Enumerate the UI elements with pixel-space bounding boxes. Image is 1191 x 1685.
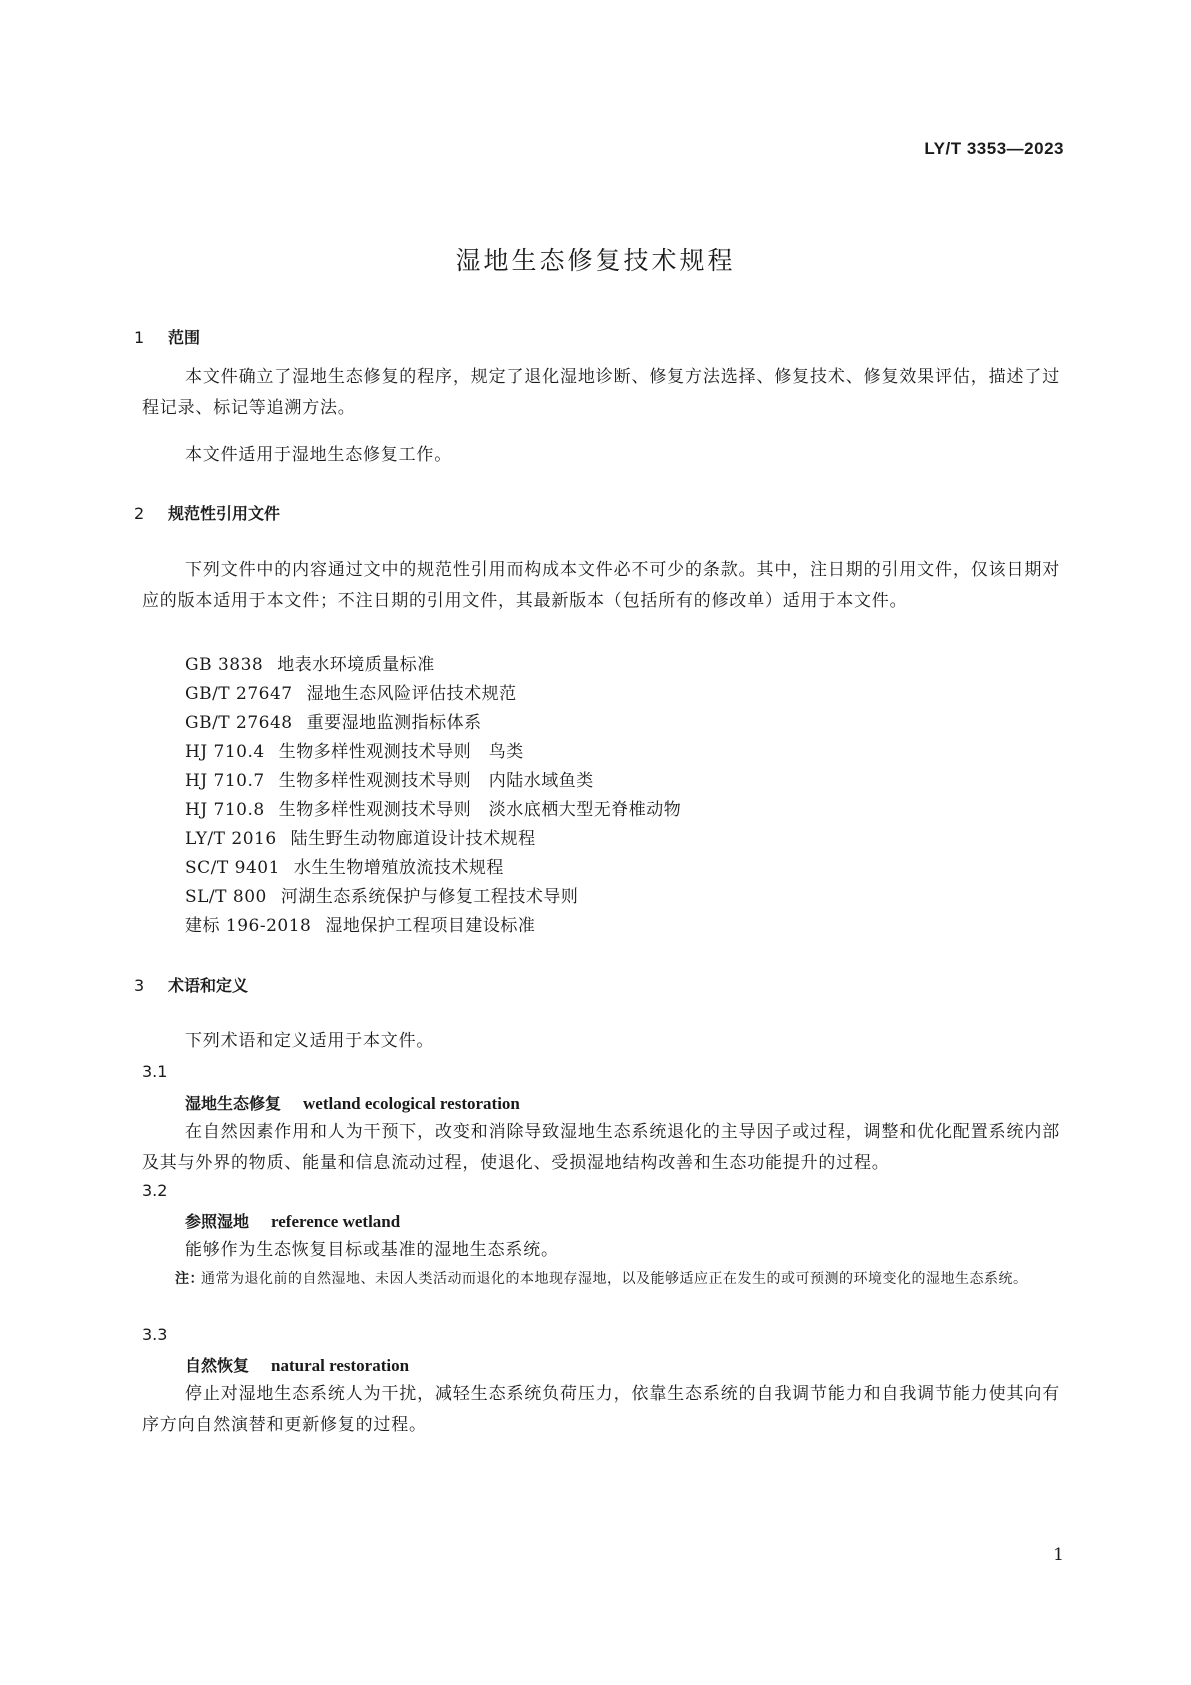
reference-item: 建标 196-2018 湿地保护工程项目建设标准 xyxy=(185,916,536,936)
term-heading xyxy=(185,1091,520,1114)
section-number: 2 xyxy=(134,504,145,523)
term-heading xyxy=(185,1353,409,1376)
reference-item: SL/T 800 河湖生态系统保护与修复工程技术导则 xyxy=(185,887,579,907)
term-en: reference wetland xyxy=(271,1212,401,1231)
term-definition: 能够作为生态恢复目标或基准的湿地生态系统。 xyxy=(185,1240,559,1260)
reference-item: GB/T 27648 重要湿地监测指标体系 xyxy=(185,713,482,733)
section-heading-1 xyxy=(134,325,200,348)
reference-item: GB 3838 地表水环境质量标准 xyxy=(185,655,435,675)
paragraph: 下列术语和定义适用于本文件。 xyxy=(185,1031,435,1051)
standard-code: LY/T 3353—2023 xyxy=(924,139,1064,158)
reference-item: GB/T 27647 湿地生态风险评估技术规范 xyxy=(185,684,517,704)
reference-item: HJ 710.7 生物多样性观测技术导则 内陆水域鱼类 xyxy=(185,771,594,791)
term-en: wetland ecological restoration xyxy=(303,1094,520,1113)
term-note xyxy=(175,1264,1060,1295)
term-number: 3.3 xyxy=(142,1325,168,1344)
section-number: 1 xyxy=(134,328,145,347)
section-title: 范围 xyxy=(168,328,201,347)
section-heading-2 xyxy=(134,501,280,524)
term-number: 3.1 xyxy=(142,1062,168,1081)
term-number: 3.2 xyxy=(142,1181,168,1200)
paragraph: 本文件适用于湿地生态修复工作。 xyxy=(185,445,452,465)
reference-item: HJ 710.8 生物多样性观测技术导则 淡水底栖大型无脊椎动物 xyxy=(185,800,682,820)
term-zh: 自然恢复 xyxy=(185,1356,250,1375)
note-text: 通常为退化前的自然湿地、未因人类活动而退化的本地现存湿地，以及能够适应正在发生的或可预测的环境变化的湿地生态系统。 xyxy=(201,1271,1028,1287)
term-definition: 在自然因素作用和人为干预下，改变和消除导致湿地生态系统退化的主导因子或过程，调整和优化配置系统内部及其与外界的物质、能量和信息流动过程，使退化、受损湿地结构改善和生态功能提升的过程。 xyxy=(142,1122,1060,1173)
term-heading xyxy=(185,1209,400,1232)
section-number: 3 xyxy=(134,976,145,995)
section-title: 规范性引用文件 xyxy=(168,504,281,523)
reference-item: LY/T 2016 陆生野生动物廊道设计技术规程 xyxy=(185,829,536,849)
reference-item: SC/T 9401 水生生物增殖放流技术规程 xyxy=(185,858,504,878)
note-label: 注： xyxy=(175,1271,204,1287)
paragraph: 下列文件中的内容通过文中的规范性引用而构成本文件必不可少的条款。其中，注日期的引用文件，仅该日期对应的版本适用于本文件；不注日期的引用文件，其最新版本（包括所有的修改单）适用于本文件。 xyxy=(142,560,1060,611)
term-zh: 湿地生态修复 xyxy=(185,1094,282,1113)
term-zh: 参照湿地 xyxy=(185,1212,250,1231)
paragraph: 本文件确立了湿地生态修复的程序，规定了退化湿地诊断、修复方法选择、修复技术、修复效果评估，描述了过程记录、标记等追溯方法。 xyxy=(142,367,1060,418)
section-title: 术语和定义 xyxy=(168,976,249,995)
document-title: 湿地生态修复技术规程 xyxy=(455,246,736,275)
page-number: 1 xyxy=(1053,1545,1064,1565)
term-definition: 停止对湿地生态系统人为干扰，减轻生态系统负荷压力，依靠生态系统的自我调节能力和自我调节能力使其向有序方向自然演替和更新修复的过程。 xyxy=(142,1384,1060,1435)
section-heading-3 xyxy=(134,973,248,996)
reference-item: HJ 710.4 生物多样性观测技术导则 鸟类 xyxy=(185,742,524,762)
term-en: natural restoration xyxy=(271,1356,410,1375)
